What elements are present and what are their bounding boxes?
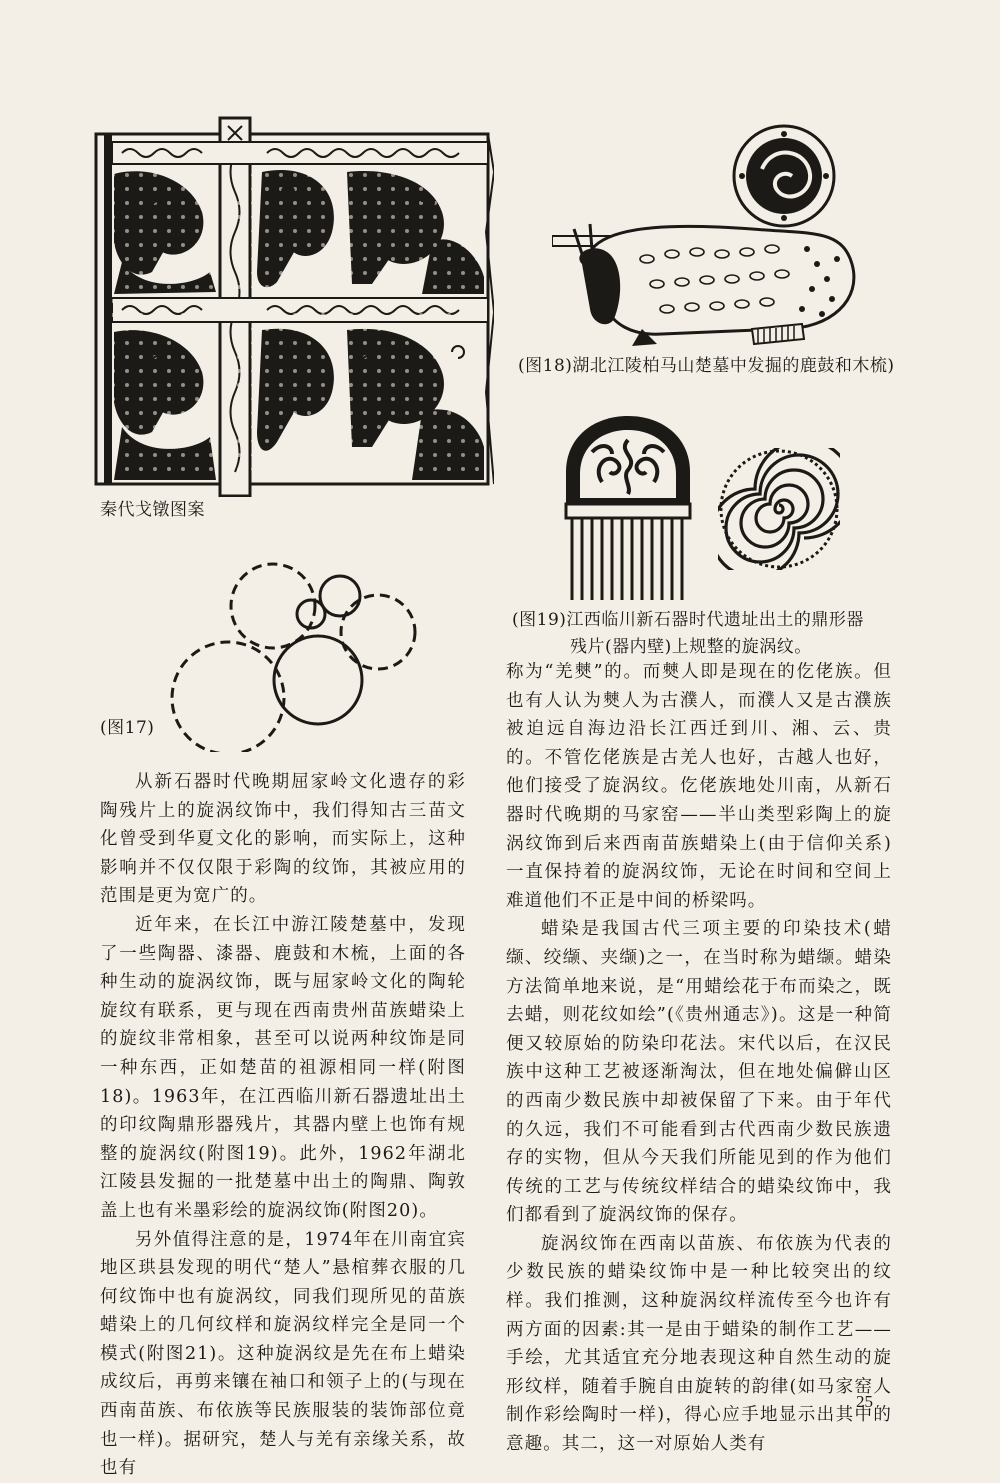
qin-pattern-figure [92,112,494,497]
fig17-caption: (图17) [100,718,155,738]
qin-pattern-caption: 秦代戈镦图案 [100,500,205,520]
left-paragraph-3: 另外值得注意的是，1974年在川南宜宾地区珙县发现的明代“楚人”悬棺葬衣服的几何纹饰中也有旋涡纹，同我们现所见的苗族蜡染上的几何纹样和旋涡纹样完全是同一个模式(附图21)。这种旋涡纹是先在布上蜡染成纹后，再剪来镶在袖口和领子上的(与现在西南苗族、布依族等民族服装的装饰部位竟也一样)。据研究，楚人与羌有亲缘关系，故也有 [100,1229,466,1479]
fig18-caption: (图18)湖北江陵柏马山楚墓中发掘的鹿鼓和木梳) [518,356,895,376]
fig19-spiral-shard [718,448,840,570]
fig19-comb [562,412,694,604]
left-paragraph-2: 近年来，在长江中游江陵楚墓中，发现了一些陶器、漆器、鹿鼓和木梳，上面的各种生动的旋涡纹饰，既与屈家岭文化的陶轮旋纹有联系，更与现在西南贵州苗族蜡染上的旋纹非常相象，甚至可以说两种纹饰是同一种东西，正如楚苗的祖源相同一样(附图18)。1963年，在江西临川新石器遗址出土的印纹陶鼎形器残片，其器内壁上也饰有规整的旋涡纹(附图19)。此外，1962年湖北江陵县发掘的一批楚墓中出土的陶鼎、陶敦盖上也有米墨彩绘的旋涡纹饰(附图20)。 [100,914,466,1221]
right-paragraph-2: 蜡染是我国古代三项主要的印染技术(蜡缬、绞缬、夹缬)之一，在当时称为蜡缬。蜡染方法简单地来说，是“用蜡绘花于布而染之，既去蜡，则花纹如绘”(《贵州通志》)。这是一种简便又较原始的防染印花法。宋代以后，在汉民族中这种工艺被逐渐淘汰，但在地处偏僻山区的西南少数民族中却被保留了下来。由于年代的久远，我们不可能看到古代西南少数民族遗存的实物，但从今天我们所能见到的作为他们传统的工艺与传统纹样结合的蜡染纹饰中，我们都看到了旋涡纹饰的保存。 [506,919,892,1226]
right-paragraph-1: 称为“羌僰”的。而僰人即是现在的仡佬族。但也有人认为僰人为古濮人，而濮人又是古濮族被迫远自海边沿长江西迁到川、湘、云、贵的。不管仡佬族是古羌人也好，古越人也好，他们接受了旋涡纹。仡佬族地处川南，从新石器时代晚期的马家窑——半山类型彩陶上的旋涡纹饰到后来西南苗族蜡染上(由于信仰关系)一直保持着的旋涡纹饰，无论在时间和空间上难道他们不正是中间的桥梁吗。 [506,662,892,911]
fig19-caption-line1: (图19)江西临川新石器时代遗址出土的鼎形器 [512,610,864,630]
right-column [506,658,892,1459]
left-column [100,768,466,1483]
fig17-circles [168,562,420,752]
fig18-deer-drum [552,124,892,349]
right-paragraph-3: 旋涡纹饰在西南以苗族、布依族为代表的少数民族的蜡染纹饰中是一种比较突出的纹样。我们推测，这种旋涡纹样流传至今也许有两方面的因素:其一是由于蜡染的制作工艺——手绘，尤其适宜充分地表现这种自然生动的旋形纹样，随着手腕自由旋转的韵律(如马家窑人制作彩绘陶时一样)，得心应手地显示出其中的意趣。其二，这一对原始人类有 [506,1233,892,1455]
left-paragraph-1: 从新石器时代晚期屈家岭文化遗存的彩陶残片上的旋涡纹饰中，我们得知古三苗文化曾受到华夏文化的影响，而实际上，这种影响并不仅仅限于彩陶的纹饰，其被应用的范围是更为宽广的。 [100,772,466,907]
page-number: 25 [856,1392,873,1411]
fig19-caption-line2: 残片(器内壁)上规整的旋涡纹。 [570,637,812,657]
